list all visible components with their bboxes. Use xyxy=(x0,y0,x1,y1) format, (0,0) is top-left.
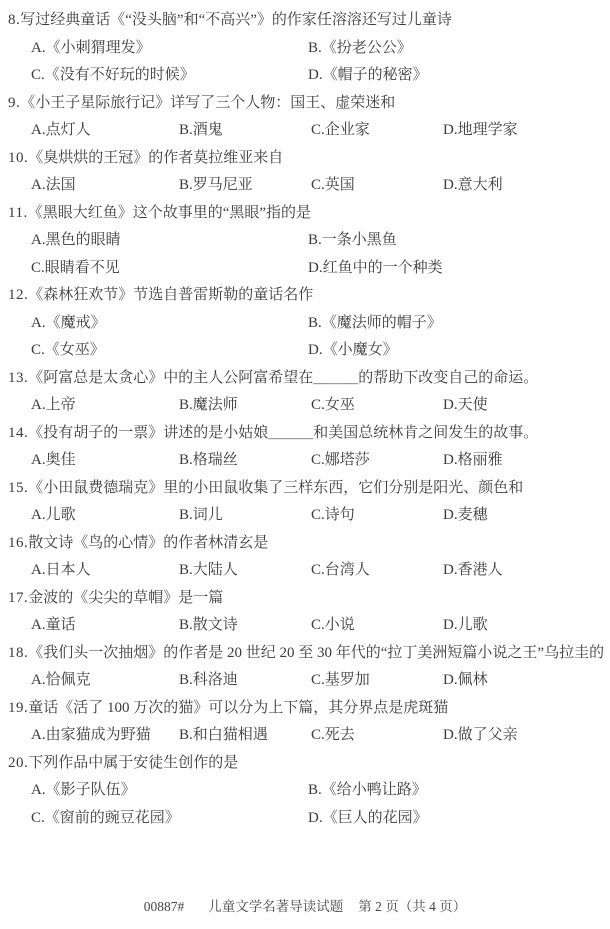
option-a: A.恰佩克 xyxy=(31,672,91,688)
option-b: B.词儿 xyxy=(179,507,223,523)
option-row xyxy=(8,35,604,63)
question-9 xyxy=(8,90,604,145)
question-number: 17. xyxy=(8,589,29,606)
question-stem xyxy=(8,420,604,448)
question-text: 《黑眼大红鱼》这个故事里的“黑眼”指的是 xyxy=(27,204,312,221)
option-b: B.《给小鸭让路》 xyxy=(308,782,427,798)
question-15 xyxy=(8,475,604,530)
question-number: 12. xyxy=(8,287,29,303)
option-c: C.眼睛看不见 xyxy=(31,259,120,276)
question-text: 《森林狂欢节》节选自普雷斯勒的童话名作 xyxy=(28,287,314,303)
option-c: C.死去 xyxy=(311,727,355,743)
option-a: A.童话 xyxy=(31,617,76,633)
option-row xyxy=(8,227,604,255)
option-c: C.企业家 xyxy=(311,122,370,138)
option-d: D.佩林 xyxy=(443,672,488,688)
question-stem xyxy=(8,585,604,613)
question-stem xyxy=(8,282,604,310)
question-text: 童话《活了 100 万次的猫》可以分为上下篇，其分界点是虎斑猫 xyxy=(28,699,449,716)
question-text: 《小王子星际旅行记》详写了三个人物：国王、虚荣迷和 xyxy=(20,94,396,111)
question-text: 散文诗《鸟的心情》的作者林清玄是 xyxy=(28,534,269,551)
question-text: 《我们头一次抽烟》的作者是 20 世纪 20 至 30 年代的“拉丁美洲短篇小说之王”乌拉圭的 xyxy=(28,644,604,661)
option-a: A.奥佳 xyxy=(31,452,76,468)
question-number: 15. xyxy=(8,479,29,496)
option-b: B.大陆人 xyxy=(179,562,238,578)
question-text: 《投有胡子的一票》讲述的是小姑娘＿＿＿和美国总统林肯之间发生的故事。 xyxy=(28,424,539,441)
option-row xyxy=(8,117,604,145)
question-8 xyxy=(8,7,604,90)
question-number: 10. xyxy=(8,149,29,166)
option-row xyxy=(8,392,604,420)
question-17 xyxy=(8,585,604,640)
option-b: B.《扮老公公》 xyxy=(308,39,412,56)
option-c: C.《窗前的豌豆花园》 xyxy=(31,809,180,826)
option-c: C.英国 xyxy=(311,177,355,193)
question-number: 16. xyxy=(8,534,29,551)
question-16 xyxy=(8,530,604,585)
option-d: D.《小魔女》 xyxy=(308,342,398,358)
question-stem xyxy=(8,475,604,503)
option-d: D.儿歌 xyxy=(443,617,488,633)
option-row xyxy=(8,62,604,90)
option-b: B.魔法师 xyxy=(179,397,238,413)
option-row xyxy=(8,612,604,640)
option-a: A.法国 xyxy=(31,177,76,193)
question-stem xyxy=(8,145,604,173)
question-number: 18. xyxy=(8,644,29,661)
option-d: D.意大利 xyxy=(443,177,503,193)
page-number: 第 2 页（共 4 页） xyxy=(358,899,467,914)
question-text: 下列作品中属于安徒生创作的是 xyxy=(28,754,239,771)
question-number: 19. xyxy=(8,699,29,716)
option-a: A.《小刺猬理发》 xyxy=(31,39,151,56)
question-stem xyxy=(8,530,604,558)
question-text: 《阿富总是太贪心》中的主人公阿富希望在＿＿＿的帮助下改变自己的命运。 xyxy=(28,369,539,386)
option-row xyxy=(8,310,604,338)
option-a: A.由家猫成为野猫 xyxy=(31,727,151,743)
question-number: 9. xyxy=(8,94,21,111)
question-stem xyxy=(8,200,604,228)
option-d: D.做了父亲 xyxy=(443,727,518,743)
question-stem xyxy=(8,90,604,118)
option-c: C.娜塔莎 xyxy=(311,452,370,468)
option-c: C.《女巫》 xyxy=(31,342,105,358)
option-row xyxy=(8,337,604,365)
option-c: C.小说 xyxy=(311,617,355,633)
option-c: C.诗句 xyxy=(311,507,355,523)
question-stem xyxy=(8,365,604,393)
option-c: C.基罗加 xyxy=(311,672,370,688)
question-14 xyxy=(8,420,604,475)
question-stem xyxy=(8,7,604,35)
question-number: 20. xyxy=(8,754,29,771)
option-a: A.儿歌 xyxy=(31,507,76,523)
question-12 xyxy=(8,282,604,365)
option-a: A.《影子队伍》 xyxy=(31,782,136,798)
option-a: A.《魔戒》 xyxy=(31,314,106,331)
option-a: A.黑色的眼睛 xyxy=(31,232,121,248)
question-11 xyxy=(8,200,604,283)
question-10 xyxy=(8,145,604,200)
option-b: B.一条小黑鱼 xyxy=(308,232,397,248)
page-footer xyxy=(0,894,610,920)
option-c: C.台湾人 xyxy=(311,562,370,578)
option-a: A.点灯人 xyxy=(31,122,91,138)
question-number: 14. xyxy=(8,424,29,441)
option-b: B.《魔法师的帽子》 xyxy=(308,314,442,331)
option-a: A.上帝 xyxy=(31,397,76,413)
question-20 xyxy=(8,750,604,833)
option-row xyxy=(8,805,604,833)
option-c: C.女巫 xyxy=(311,397,355,413)
option-d: D.麦穗 xyxy=(443,507,488,523)
question-text: 《小田鼠费德瑞克》里的小田鼠收集了三样东西，它们分别是阳光、颜色和 xyxy=(28,479,524,496)
question-stem xyxy=(8,695,604,723)
option-b: B.和白猫相遇 xyxy=(179,727,268,743)
option-c: C.《没有不好玩的时候》 xyxy=(31,67,195,83)
question-stem xyxy=(8,750,604,778)
option-b: B.酒鬼 xyxy=(179,122,223,138)
option-d: D.香港人 xyxy=(443,562,503,578)
option-b: B.科洛迪 xyxy=(179,672,238,688)
question-19 xyxy=(8,695,604,750)
question-number: 11. xyxy=(8,204,28,221)
question-text: 写过经典童话《“没头脑”和“不高兴”》的作家任溶溶还写过儿童诗 xyxy=(20,12,452,28)
option-d: D.《巨人的花园》 xyxy=(308,809,428,826)
question-18 xyxy=(8,640,604,695)
option-d: D.《帽子的秘密》 xyxy=(308,67,428,83)
option-row xyxy=(8,667,604,695)
question-text: 《臭烘烘的王冠》的作者莫拉维亚来自 xyxy=(28,149,284,166)
question-number: 8. xyxy=(8,12,21,28)
question-13 xyxy=(8,365,604,420)
option-b: B.罗马尼亚 xyxy=(179,177,253,193)
option-row xyxy=(8,447,604,475)
option-row xyxy=(8,722,604,750)
option-row xyxy=(8,777,604,805)
option-d: D.天使 xyxy=(443,397,488,413)
question-number: 13. xyxy=(8,369,29,386)
option-row xyxy=(8,172,604,200)
option-row xyxy=(8,255,604,283)
option-a: A.日本人 xyxy=(31,562,91,578)
option-row xyxy=(8,502,604,530)
question-stem xyxy=(8,640,604,668)
option-b: B.格瑞丝 xyxy=(179,452,238,468)
option-d: D.红鱼中的一个种类 xyxy=(308,259,443,276)
paper-title: 儿童文学名著导读试题 xyxy=(208,899,344,914)
question-text: 金波的《尖尖的草帽》是一篇 xyxy=(28,589,224,606)
paper-code: 00887# xyxy=(143,899,185,914)
option-row xyxy=(8,557,604,585)
option-d: D.格丽雅 xyxy=(443,452,503,468)
option-b: B.散文诗 xyxy=(179,617,238,633)
option-d: D.地理学家 xyxy=(443,122,518,138)
